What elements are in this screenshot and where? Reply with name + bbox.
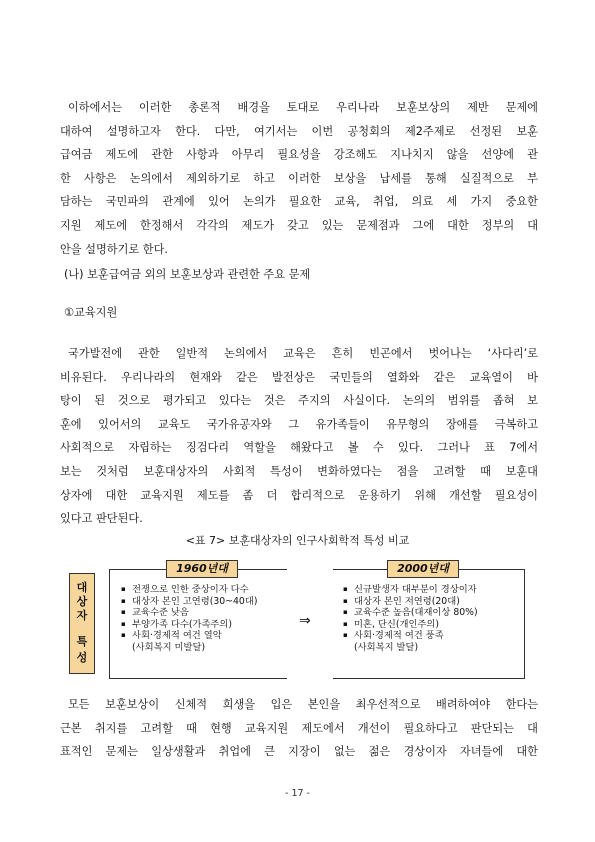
text-line: 비유된다. 우리나라의 현재와 같은 발전상은 국민들의 열화와 같은 교육열이 바 bbox=[60, 370, 538, 384]
list-item: ▪ 사회·경제적 여건 풍족 bbox=[343, 630, 444, 642]
text-line: 안을 설명하기로 한다. bbox=[60, 242, 168, 256]
list-item: ▪ 교육수준 높음(대재이상 80%) bbox=[343, 607, 478, 619]
text-line: 대하여 설명하고자 한다. 다만, 여기서는 이번 공청회의 제2주제로 선정된 보훈 bbox=[60, 124, 538, 138]
section-heading: (나) 보훈급여금 외의 보훈보상과 관련한 주요 문제 bbox=[64, 268, 311, 281]
list-item: ▪ 미혼, 단신(개인주의) bbox=[343, 618, 440, 630]
text-line: 국가발전에 관한 일반적 논의에서 교육은 흔히 빈곤에서 벗어나는 ‘사다리’로 bbox=[68, 347, 538, 360]
text-line: 이하에서는 이러한 총론적 배경을 토대로 우리나라 보훈보상의 제반 문제에 bbox=[68, 101, 538, 114]
label-char: 대 bbox=[76, 581, 88, 594]
paragraph-education bbox=[60, 342, 538, 531]
list-item: ▪ 대상자 본인 고연령(30~40대) bbox=[121, 595, 258, 607]
text-line: 있다고 판단된다. bbox=[60, 512, 143, 526]
label-char: 자 bbox=[76, 609, 88, 622]
list-item: ▪ 교육수준 낮음 bbox=[121, 607, 189, 619]
year-tag-2000s: 2000년대 bbox=[387, 560, 459, 578]
list-item: ▪ 부양가족 다수(가족주의) bbox=[121, 618, 233, 630]
left-column-list bbox=[120, 584, 257, 654]
paragraph-priority bbox=[60, 693, 538, 764]
list-item: ▪ 사회·경제적 여건 열악 bbox=[121, 630, 222, 642]
text-line: 훈에 있어서의 교육도 국가유공자와 그 유가족들이 유무형의 장애를 극복하고 bbox=[60, 417, 538, 431]
label-char: 특 bbox=[76, 635, 88, 648]
text-line: 모든 보훈보상이 신체적 희생을 입은 본인을 최우선적으로 배려하여야 한다는 bbox=[68, 698, 538, 711]
page-number: - 17 - bbox=[285, 788, 310, 799]
table-row-label bbox=[69, 573, 95, 674]
list-item: (사회복지 미발달) bbox=[132, 641, 206, 653]
text-line: 급여금 제도에 관한 사항과 아무리 필요성을 강조해도 지나치지 않을 선양에 관 bbox=[60, 148, 538, 162]
list-item: ▪ 전쟁으로 인한 중상이자 다수 bbox=[121, 584, 249, 595]
text-line: 상자에 대한 교육지원 제도를 좀 더 합리적으로 운용하기 위해 개선할 필요성이 bbox=[60, 488, 538, 502]
text-line: 사회적으로 자립하는 징검다리 역할을 해왔다고 볼 수 있다. 그러나 표 7에서 bbox=[60, 441, 538, 455]
list-item: ▪ 대상자 본인 저연령(20대) bbox=[343, 595, 460, 607]
text-line: 탕이 된 것으로 평가되고 있다는 것은 주지의 사실이다. 논의의 범위를 좁혀 보 bbox=[60, 394, 538, 408]
year-tag-1960s: 1960년대 bbox=[166, 560, 238, 578]
label-char: 성 bbox=[76, 651, 88, 664]
subsection-heading: ①교육지원 bbox=[64, 306, 118, 319]
right-column-list bbox=[342, 584, 478, 654]
label-char: 상 bbox=[76, 595, 88, 608]
text-line: 표적인 문제는 일상생활과 취업에 큰 지장이 없는 젊은 경상이자 자녀들에 대한 bbox=[60, 745, 538, 759]
text-line: 한 사항은 논의에서 제외하기로 하고 이러한 보상을 납세를 통해 실질적으로 부 bbox=[60, 171, 538, 185]
text-line: 지원 제도에 한정해서 각각의 제도가 갖고 있는 문제점과 그에 대한 정부의 대 bbox=[60, 218, 538, 232]
list-item: ▪ 신규발생자 대부분이 경상이자 bbox=[343, 584, 477, 595]
list-item: (사회복지 발달) bbox=[354, 641, 419, 653]
transition-arrow-icon: ⇒ bbox=[299, 613, 311, 629]
text-line: 보는 것처럼 보훈대상자의 사회적 특성이 변화하였다는 점을 고려할 때 보훈대 bbox=[60, 464, 538, 478]
text-line: 담하는 국민파의 관계에 있어 논의가 필요한 교육, 취업, 의료 세 가지 중요한 bbox=[60, 195, 538, 209]
paragraph-intro bbox=[60, 96, 538, 261]
table-caption: <표 7> 보훈대상자의 인구사회학적 특성 비교 bbox=[185, 534, 410, 547]
text-line: 근본 취지를 고려할 때 현행 교육지원 제도에서 개선이 필요하다고 판단되는 대 bbox=[60, 721, 538, 735]
